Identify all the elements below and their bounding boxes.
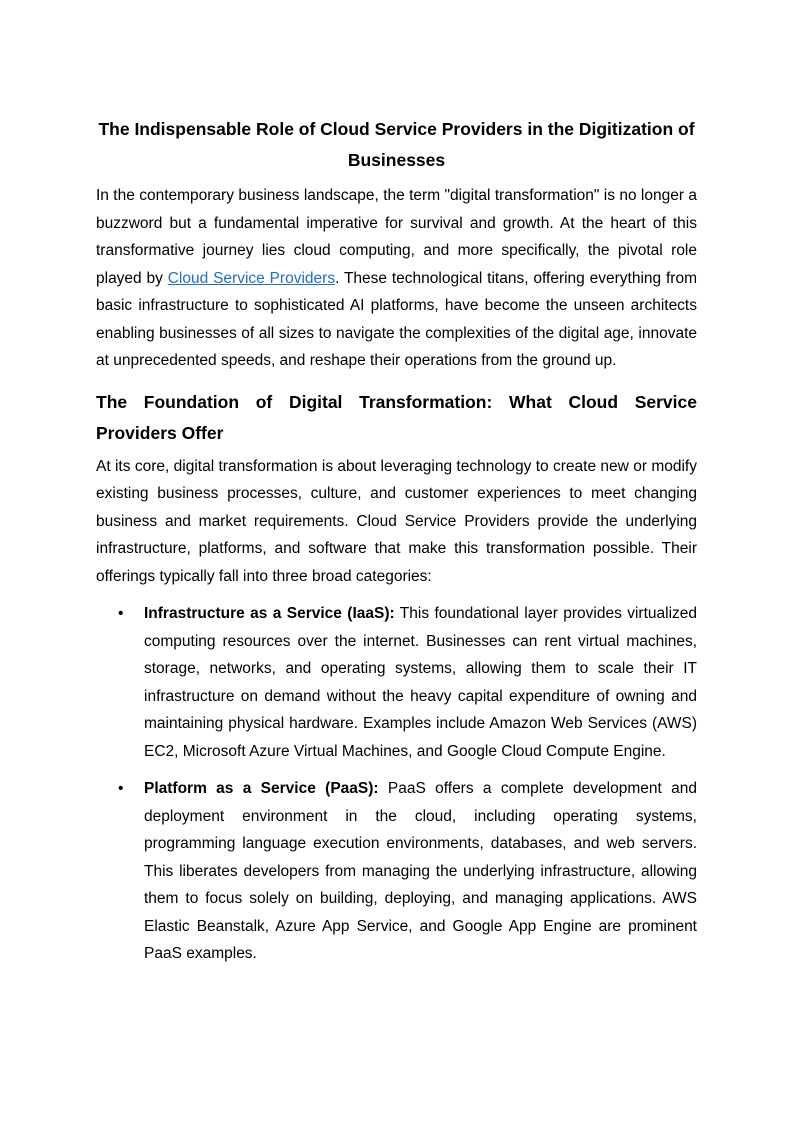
intro-text-before-link: In the contemporary business landscape, the term "digital transformation" is no longer a buzzword but a fundamental imperative for survival and growth. At the heart of this transformative journey lies cloud computing, and more specifically, the pivotal role played by (96, 187, 697, 287)
service-list (96, 600, 697, 968)
list-item-text: This foundational layer provides virtualized computing resources over the internet. Businesses can rent virtual machines, storage, networks, and operating systems, allowing them to scale their IT infrastructure on demand without the heavy capital expenditure of owning and maintaining physical hardware. Examples include Amazon Web Services (AWS) EC2, Microsoft Azure Virtual Machines, and Google Cloud Compute Engine. (144, 605, 698, 760)
document-body (96, 114, 697, 978)
document-title: The Indispensable Role of Cloud Service Providers in the Digitization of Businesses (98, 119, 695, 170)
list-item-term: Infrastructure as a Service (IaaS): (144, 605, 395, 622)
list-item-text: PaaS offers a complete development and deployment environment in the cloud, including operating systems, programming language execution environments, databases, and web servers. This liberates developers from managing the underlying infrastructure, allowing them to focus solely on building, deploying, and managing applications. AWS Elastic Beanstalk, Azure App Service, and Google App Engine are prominent PaaS examples. (144, 780, 697, 962)
section-paragraph: At its core, digital transformation is about leveraging technology to create new or modify existing business processes, culture, and customer experiences to meet changing business and market requirements. Cloud Service Providers provide the underlying infrastructure, platforms, and software that make this transformation possible. Their offerings typically fall into three broad categories: (96, 457, 697, 585)
section-heading: The Foundation of Digital Transformation: What Cloud Service Providers Offer (96, 391, 697, 443)
intro-text-after-link: . These technological titans, offering everything from basic infrastructure to sophisticated AI platforms, have become the unseen architects enabling businesses of all sizes to navigate the complexities of the digital age, innovate at unprecedented speeds, and reshape their operations from the ground up. (96, 269, 697, 369)
cloud-service-providers-link[interactable]: Cloud Service Providers (167, 269, 336, 287)
list-item (96, 775, 697, 968)
intro-paragraph (96, 182, 697, 375)
list-item (96, 600, 697, 765)
bullet-icon: • (118, 780, 124, 797)
list-item-term: Platform as a Service (PaaS): (144, 780, 379, 797)
bullet-icon: • (118, 605, 124, 622)
